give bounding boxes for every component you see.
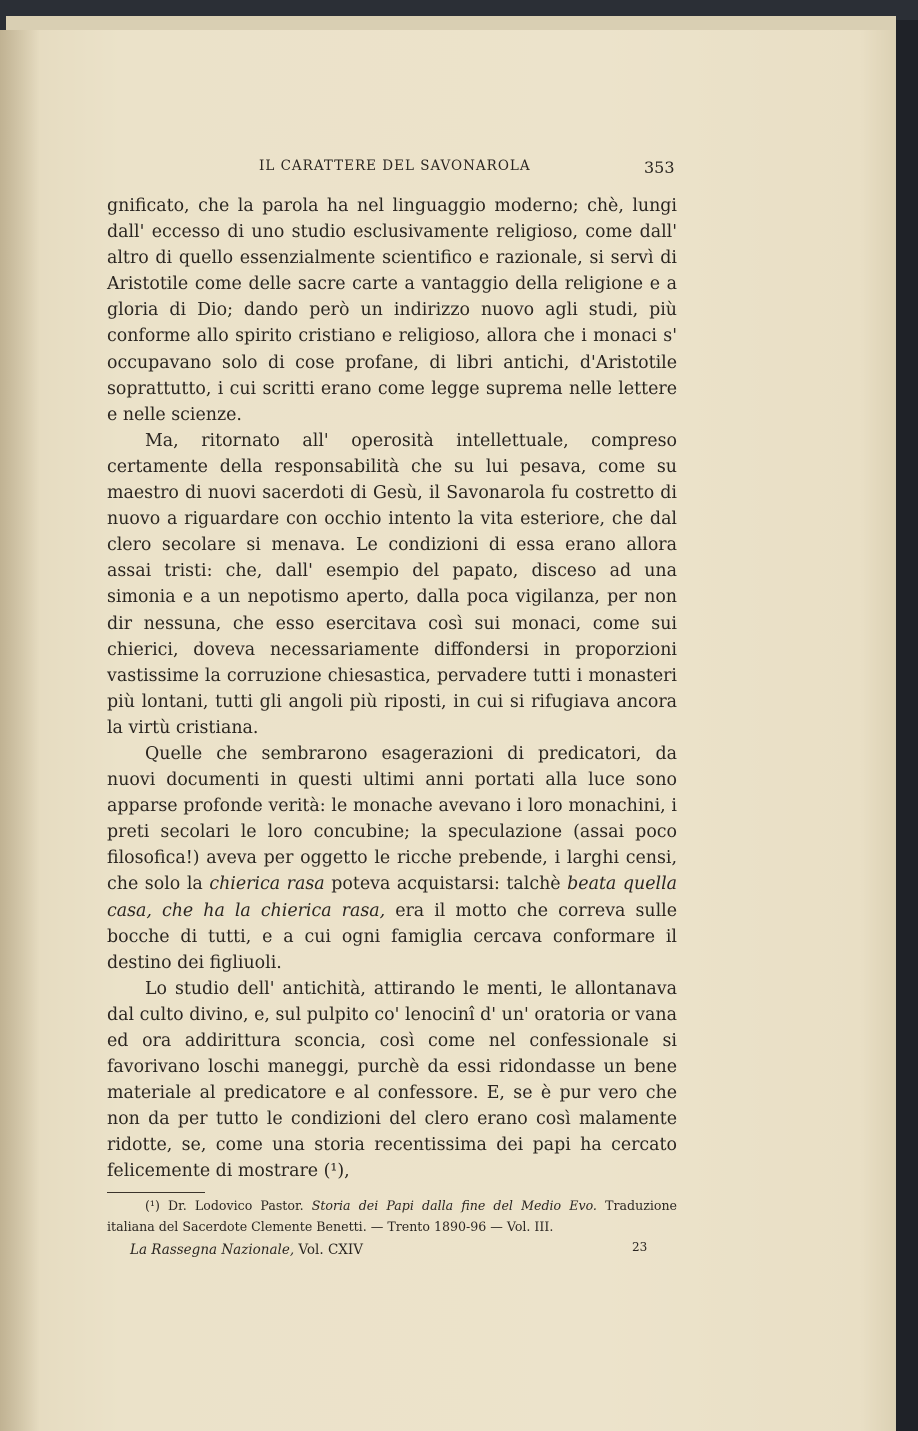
body-text [107, 193, 677, 1185]
footnote-rest: Traduzione italiana del Sacerdote Clemente Benetti. — Trento 1890-96 — Vol. III. [107, 1198, 678, 1234]
paragraph-3-italic-a: chierica rasa [209, 874, 325, 895]
journal-citation [130, 1242, 363, 1258]
gutter-shadow [0, 30, 40, 1431]
footnote-author: Dr. Lodovico Pastor. [159, 1198, 312, 1213]
footnote-title: Storia dei Papi dalla fine del Medio Evo. [311, 1198, 597, 1213]
signature-line [0, 1242, 918, 1262]
paragraph-2: Ma, ritornato all' operosità intellettuale, compreso certamente della responsabilità che su lui pesava, come su maestro di nuovi sacerdoti di Gesù, il Savonarola fu costretto di nuovo a riguardare con occhio intento la vita esteriore, che dal clero secolare si menava. Le condizioni di essa erano allora assai tristi: che, dall' esempio del papato, disceso ad una simonia e a un nepotismo aperto, dalla poca vigilanza, per non dir nessuna, che esso esercitava così sui monaci, come sui chierici, doveva necessariamente diffondersi in proporzioni vastissime la corruzione chiesastica, pervadere tutti i monasteri più lontani, tutti gli angoli più riposti, in cui si rifugiava ancora la virtù cristiana. [107, 430, 677, 738]
running-title: IL CARATTERE DEL SAVONAROLA [259, 158, 531, 174]
signature-number: 23 [632, 1240, 648, 1254]
paragraph-1: gnificato, che la parola ha nel linguaggio moderno; chè, lungi dall' eccesso di uno studio esclusivamente religioso, come dall' altro di quello essenzialmente scientifico e razionale, si servì di Aristotile come delle sacre carte a vantaggio della religione e a gloria di Dio; dando però un indirizzo nuovo agli studi, più conforme allo spirito cristiano e religioso, allora che i monaci s' occupavano solo di cose profane, di libri antichi, d'Aristotile soprattutto, i cui scritti erano come legge suprema nelle lettere e nelle scienze. [107, 196, 677, 425]
paragraph-3-italic-b: beata quella casa, che ha la chierica rasa, [107, 874, 678, 921]
running-head [0, 158, 918, 180]
footnote-marker: (¹) [145, 1198, 160, 1213]
scanner-border [896, 20, 918, 1431]
paragraph-3-text-a: Quelle che sembrarono esagerazioni di predicatori, da nuovi documenti in questi ultimi anni portati alla luce sono apparse profonde verità: le monache avevano i loro monachini, i preti secolari le loro concubine; la speculazione (assai poco filosofica!) aveva per oggetto le ricche prebende, i larghi censi, che solo la [107, 743, 677, 895]
journal-name: La Rassegna Nazionale, [130, 1242, 295, 1258]
paragraph-3-text-b: poteva acquistarsi: talchè [324, 874, 568, 895]
paragraph-4: Lo studio dell' antichità, attirando le menti, le allontanava dal culto divino, e, sul pulpito co' lenocinî d' un' oratoria or vana ed ora addirittura sconcia, così come nel confessionale si favorivano loschi maneggi, purchè da essi ridondasse un bene materiale al predicatore e al confessore. E, se è pur vero che non da per tutto le condizioni del clero erano così malamente ridotte, se, come una storia recentissima dei papi ha cercato felicemente di mostrare (¹), [107, 978, 677, 1182]
paragraph-3 [107, 741, 677, 976]
footnote-rule [107, 1192, 205, 1193]
footnote [107, 1195, 677, 1237]
paragraph-3-text-c: era il motto che correva sulle bocche di tutti, e a cui ogni famiglia cercava conformare il destino dei figliuoli. [107, 900, 677, 973]
journal-volume: Vol. CXIV [294, 1242, 363, 1258]
page-number: 353 [644, 158, 675, 177]
